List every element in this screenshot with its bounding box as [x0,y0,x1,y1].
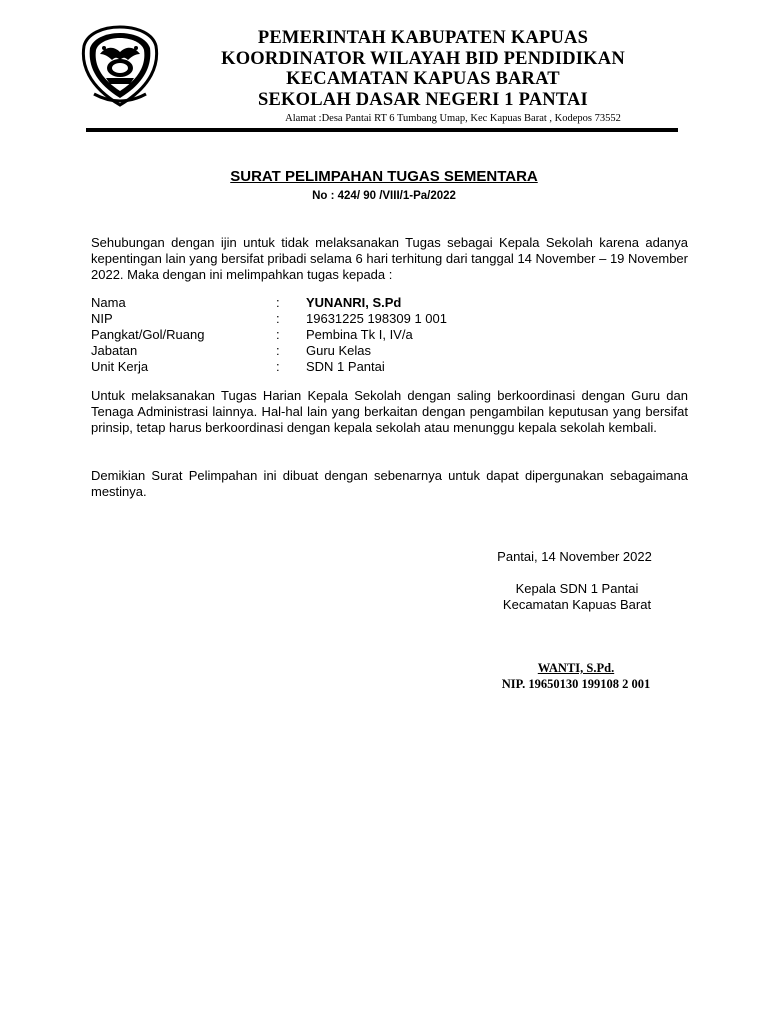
detail-colon: : [276,359,280,374]
detail-value: YUNANRI, S.Pd [306,295,402,310]
detail-colon: : [276,343,280,358]
paragraph-opening: Sehubungan dengan ijin untuk tidak melaksanakan Tugas sebagai Kepala Sekolah karena adanya kepentingan lain yang bersifat pribadi selama 6 hari terhitung dari tanggal 14 November – 19 November 2022. Maka dengan ini melimpahkan tugas kepada : [91,235,688,282]
document-title: SURAT PELIMPAHAN TUGAS SEMENTARA [230,168,538,185]
detail-label: Pangkat/Gol/Ruang [91,327,205,342]
detail-value: 19631225 198309 1 001 [306,311,447,326]
letterhead-line-4: SEKOLAH DASAR NEGERI 1 PANTAI [258,89,588,110]
detail-label: Jabatan [91,343,138,358]
detail-label: Nama [91,295,126,310]
letterhead [180,28,666,127]
signatory-name: WANTI, S.Pd. [537,661,615,675]
paragraph-instructions: Untuk melaksanakan Tugas Harian Kepala Sekolah dengan saling berkoordinasi dengan Guru dan Tenaga Administrasi lainnya. Hal-hal lain yang berkaitan dengan pengambilan keputusan yang bersifat prinsip, tetap harus berkoordinasi dengan kepala sekolah atau menunggu kepala sekolah kembali. [91,388,688,435]
letterhead-address: Alamat :Desa Pantai RT 6 Tumbang Umap, Kec Kapuas Barat , Kodepos 73552 [285,113,621,124]
signature-position-line-2: Kecamatan Kapuas Barat [502,597,652,612]
detail-colon: : [276,311,280,326]
detail-value: SDN 1 Pantai [306,359,385,374]
detail-value: Pembina Tk I, IV/a [306,327,413,342]
signatory-nip: NIP. 19650130 199108 2 001 [501,677,651,691]
paragraph-closing: Demikian Surat Pelimpahan ini dibuat dengan sebenarnya untuk dapat dipergunakan sebagaimana mestinya. [91,468,688,499]
signature-position [482,581,672,613]
detail-label: NIP [91,311,113,326]
detail-value: Guru Kelas [306,343,372,358]
document-title-block [0,167,768,204]
detail-colon: : [276,327,280,342]
signatory [470,660,682,692]
detail-label: Unit Kerja [91,359,149,374]
signature-place-date: Pantai, 14 November 2022 [497,549,652,564]
letterhead-line-3: KECAMATAN KAPUAS BARAT [286,69,560,89]
regional-emblem-icon [80,24,160,108]
letterhead-line-2: KOORDINATOR WILAYAH BID PENDIDIKAN [221,48,625,69]
signature-position-line-1: Kepala SDN 1 Pantai [515,581,639,596]
detail-colon: : [276,295,280,310]
letterhead-divider [86,128,678,132]
letterhead-line-1: PEMERINTAH KABUPATEN KAPUAS [257,28,589,48]
document-number: No : 424/ 90 /VIII/1-Pa/2022 [312,190,456,202]
